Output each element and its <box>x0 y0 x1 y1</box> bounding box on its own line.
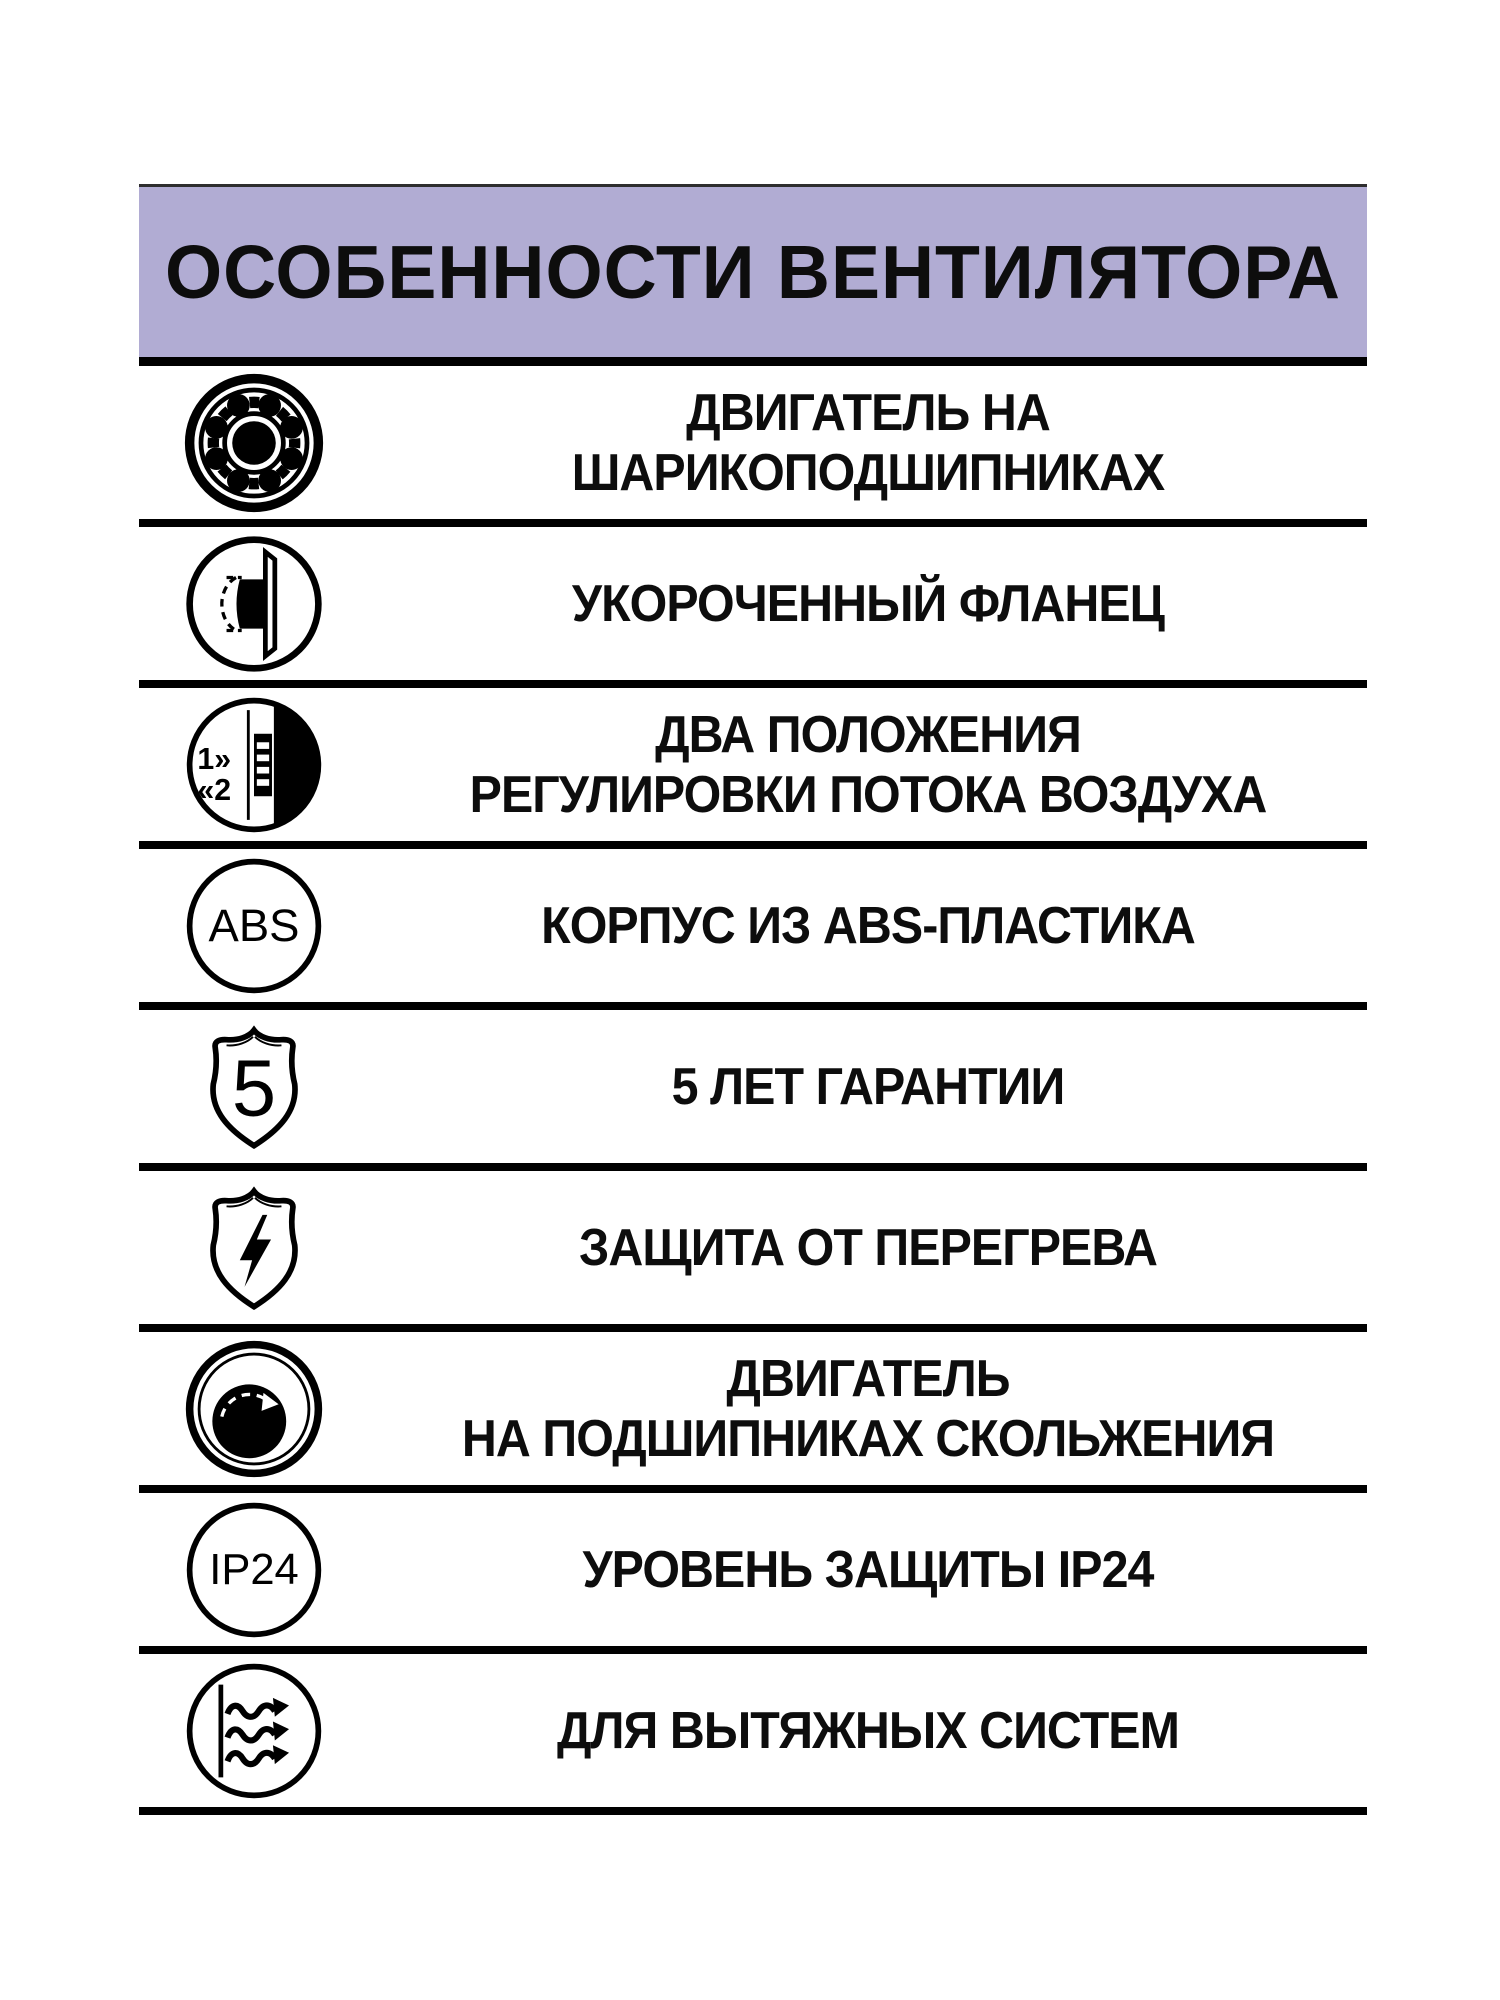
icon-cell <box>139 533 369 675</box>
feature-row <box>139 849 1367 1010</box>
header-banner <box>139 184 1367 366</box>
feature-text-line: ЗАЩИТА ОТ ПЕРЕГРЕВА <box>579 1218 1157 1277</box>
icon-cell <box>139 1016 369 1158</box>
icon-cell <box>139 372 369 514</box>
content-area <box>139 184 1367 1815</box>
feature-text-line: УРОВЕНЬ ЗАЩИТЫ IP24 <box>582 1540 1154 1599</box>
position-1-label: 1» <box>197 742 232 776</box>
feature-text-line: ДВИГАТЕЛЬ <box>726 1349 1010 1408</box>
airflow-arrows <box>227 1697 289 1763</box>
text-cell <box>369 1349 1367 1469</box>
feature-text-line: ДВА ПОЛОЖЕНИЯ <box>655 705 1081 764</box>
feature-row <box>139 1332 1367 1493</box>
feature-text-line: ДВИГАТЕЛЬ НА ШАРИКОПОДШИПНИКАХ <box>571 383 1165 502</box>
text-cell <box>369 1218 1367 1278</box>
position-2-label: «2 <box>197 773 232 807</box>
feature-row <box>139 1493 1367 1654</box>
feature-text-line: УКОРОЧЕННЫЙ ФЛАНЕЦ <box>571 574 1165 633</box>
icon-cell <box>139 855 369 997</box>
text-cell <box>369 705 1367 825</box>
feature-row <box>139 688 1367 849</box>
feature-text-line: 5 ЛЕТ ГАРАНТИИ <box>671 1057 1065 1116</box>
abs-label: ABS <box>208 899 300 951</box>
icon-cell <box>139 1499 369 1641</box>
overheat-shield-icon <box>183 1177 325 1319</box>
text-cell <box>369 574 1367 634</box>
icon-cell <box>139 1660 369 1802</box>
short-flange-icon <box>183 533 325 675</box>
feature-row <box>139 1171 1367 1332</box>
ip-rating-icon <box>183 1499 325 1641</box>
text-cell <box>369 1057 1367 1117</box>
feature-row <box>139 366 1367 527</box>
exhaust-systems-icon <box>183 1660 325 1802</box>
icon-cell <box>139 1338 369 1480</box>
ball-bearing-icon <box>183 372 325 514</box>
two-positions-icon <box>183 694 325 836</box>
ip24-label: IP24 <box>209 1545 299 1594</box>
feature-text-line: КОРПУС ИЗ ABS-ПЛАСТИКА <box>541 896 1195 955</box>
icon-cell <box>139 694 369 836</box>
text-cell <box>369 1701 1367 1761</box>
feature-row <box>139 527 1367 688</box>
feature-text-line: РЕГУЛИРОВКИ ПОТОКА ВОЗДУХА <box>469 765 1267 824</box>
feature-text-line: ДЛЯ ВЫТЯЖНЫХ СИСТЕМ <box>557 1701 1179 1760</box>
feature-row <box>139 1010 1367 1171</box>
feature-row <box>139 1654 1367 1815</box>
text-cell <box>369 896 1367 956</box>
warranty-years-label: 5 <box>231 1042 277 1132</box>
text-cell <box>369 383 1367 503</box>
icon-cell <box>139 1177 369 1319</box>
text-cell <box>369 1540 1367 1600</box>
abs-plastic-icon <box>183 855 325 997</box>
warranty-shield-icon <box>183 1016 325 1158</box>
sliding-bearing-icon <box>183 1338 325 1480</box>
feature-text-line: НА ПОДШИПНИКАХ СКОЛЬЖЕНИЯ <box>461 1409 1275 1468</box>
page-title: ОСОБЕННОСТИ ВЕНТИЛЯТОРА <box>165 230 1341 314</box>
